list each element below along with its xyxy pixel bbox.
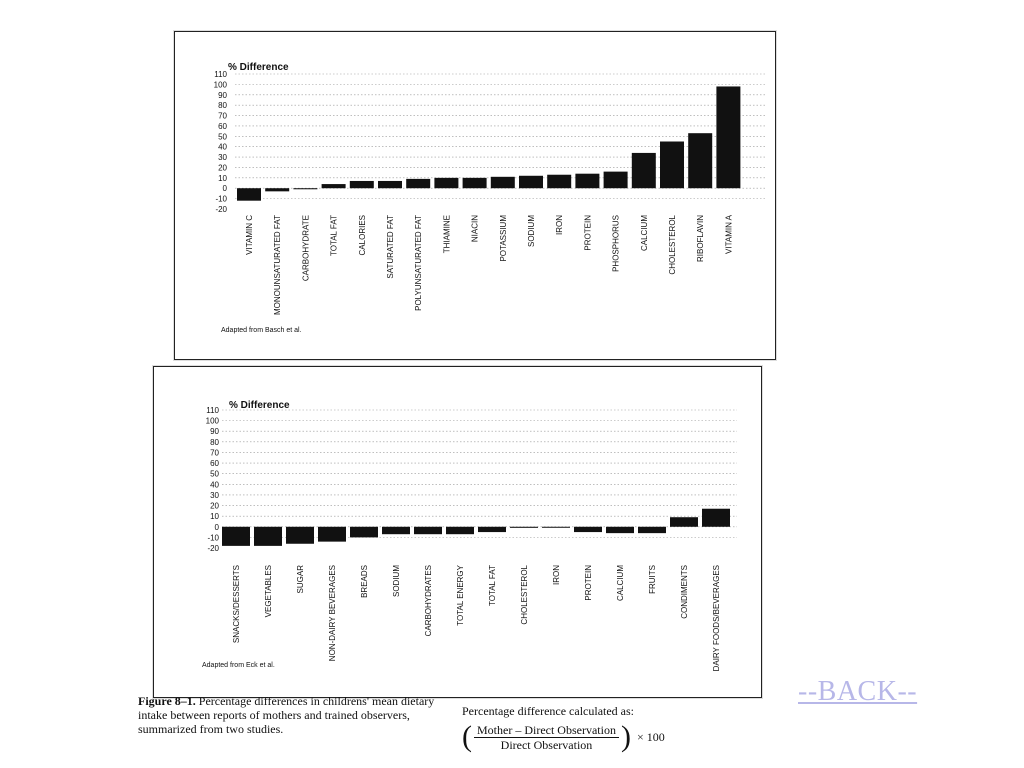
- bar: [660, 142, 684, 189]
- formula-right-paren: ): [620, 720, 631, 753]
- x-category-label: CHOLESTEROL: [668, 215, 677, 275]
- x-category-label: SUGAR: [296, 565, 305, 594]
- y-tick-label: 70: [210, 448, 219, 458]
- x-category-label: SODIUM: [392, 565, 401, 597]
- formula-denominator: Direct Observation: [500, 737, 593, 752]
- y-tick-label: 30: [218, 153, 227, 163]
- x-category-label: CALCIUM: [639, 215, 649, 252]
- x-category-label: VEGETABLES: [264, 565, 273, 618]
- bar: [382, 527, 410, 534]
- bar: [670, 517, 698, 527]
- y-tick-label: -10: [215, 194, 227, 204]
- bar: [265, 188, 289, 191]
- bar: [638, 527, 666, 533]
- chart-eck: [154, 367, 761, 697]
- x-category-label: IRON: [555, 215, 565, 235]
- bar: [542, 527, 570, 528]
- bar: [606, 527, 634, 533]
- x-category-label: TOTAL FAT: [329, 215, 339, 257]
- bar: [547, 175, 571, 189]
- bar: [491, 177, 515, 188]
- x-category-label: TOTAL ENERGY: [456, 565, 465, 626]
- y-tick-label: 80: [218, 101, 227, 111]
- y-tick-label: 0: [222, 184, 227, 194]
- bar: [604, 172, 628, 189]
- x-category-label: POLYUNSATURATED FAT: [414, 215, 424, 311]
- bar: [350, 527, 378, 538]
- y-tick-label: -20: [207, 544, 219, 553]
- y-tick-label: 110: [214, 70, 227, 79]
- chart-title: % Difference: [229, 400, 290, 411]
- x-category-label: PHOSPHORUS: [611, 215, 621, 272]
- formula-fraction: [474, 723, 619, 752]
- y-tick-label: 20: [218, 163, 227, 173]
- bar: [318, 527, 346, 542]
- x-category-label: CARBOHYDRATE: [301, 215, 311, 282]
- x-category-label: CALCIUM: [616, 565, 625, 602]
- x-category-label: PROTEIN: [583, 215, 593, 251]
- x-category-label: CONDIMENTS: [680, 565, 689, 619]
- y-tick-label: 70: [218, 111, 227, 121]
- y-tick-label: -10: [207, 533, 219, 543]
- bar: [446, 527, 474, 534]
- figure-caption: [138, 694, 438, 736]
- y-tick-label: 40: [218, 142, 227, 152]
- bar: [519, 176, 543, 188]
- y-tick-label: 90: [210, 427, 219, 437]
- x-category-label: PROTEIN: [584, 565, 593, 601]
- y-tick-label: 60: [210, 459, 219, 469]
- bar: [293, 188, 317, 189]
- x-category-label: FRUITS: [648, 565, 657, 594]
- x-category-label: SNACKS/DESSERTS: [232, 565, 241, 644]
- y-tick-label: 110: [206, 406, 219, 415]
- bar: [478, 527, 506, 532]
- y-tick-label: 20: [210, 501, 219, 511]
- x-category-label: RIBOFLAVIN: [696, 215, 706, 262]
- chart-basch: [175, 32, 775, 359]
- x-category-label: VITAMIN A: [724, 215, 734, 254]
- x-category-label: NON-DAIRY BEVERAGES: [328, 565, 337, 662]
- y-tick-label: 40: [210, 480, 219, 490]
- formula-left-paren: (: [462, 720, 472, 753]
- figure-label: Figure 8–1.: [138, 694, 196, 708]
- chart-source-note: Adapted from Basch et al.: [221, 327, 302, 334]
- x-category-label: DAIRY FOODS/BEVERAGES: [712, 565, 721, 672]
- bar: [463, 178, 487, 188]
- x-category-label: MONOUNSATURATED FAT: [273, 215, 283, 315]
- bar: [688, 133, 712, 188]
- bar: [716, 86, 740, 188]
- x-category-label: NIACIN: [470, 215, 480, 243]
- chart-title: % Difference: [228, 62, 289, 73]
- x-category-label: CALORIES: [357, 215, 367, 256]
- y-tick-label: 10: [210, 512, 219, 522]
- y-tick-label: 80: [210, 437, 219, 447]
- x-category-label: IRON: [552, 565, 561, 585]
- y-tick-label: 60: [218, 121, 227, 131]
- y-tick-label: 50: [210, 469, 219, 479]
- bar: [222, 527, 250, 546]
- x-category-label: CHOLESTEROL: [520, 565, 529, 625]
- bar: [350, 181, 374, 188]
- x-category-label: THIAMINE: [442, 215, 452, 254]
- bar: [322, 184, 346, 188]
- x-category-label: SATURATED FAT: [386, 215, 395, 279]
- y-tick-label: 100: [213, 80, 227, 90]
- bar: [406, 179, 430, 188]
- chart-panel-eck: [153, 366, 762, 698]
- bar: [254, 527, 282, 546]
- figure-caption-text: Percentage differences in childrens' mean dietary intake between reports of mothers and trained observers, summarized from two studies.: [138, 694, 435, 736]
- y-tick-label: 90: [218, 90, 227, 100]
- formula-numerator: Mother – Direct Observation: [474, 723, 619, 738]
- bar: [575, 174, 599, 189]
- bar: [378, 181, 402, 188]
- y-tick-label: 0: [214, 522, 219, 532]
- formula-intro: Percentage difference calculated as:: [462, 704, 635, 718]
- x-category-label: POTASSIUM: [498, 215, 508, 262]
- bar: [237, 188, 261, 200]
- chart-panel-basch: [174, 31, 776, 360]
- bar: [632, 153, 656, 188]
- y-tick-label: 10: [218, 173, 227, 183]
- x-category-label: TOTAL FAT: [488, 565, 497, 607]
- bar: [414, 527, 442, 534]
- bar: [574, 527, 602, 532]
- y-tick-label: 100: [205, 416, 219, 426]
- bar: [434, 178, 458, 188]
- y-tick-label: 50: [218, 132, 227, 142]
- x-category-label: BREADS: [360, 565, 369, 598]
- bar: [702, 509, 730, 527]
- bar: [510, 527, 538, 528]
- chart-source-note: Adapted from Eck et al.: [202, 662, 275, 669]
- bar: [286, 527, 314, 544]
- y-tick-label: 30: [210, 490, 219, 500]
- y-tick-label: -20: [215, 205, 227, 214]
- x-category-label: VITAMIN C: [245, 215, 254, 255]
- formula: [462, 722, 665, 752]
- back-link[interactable]: --BACK--: [798, 676, 918, 707]
- x-category-label: SODIUM: [527, 215, 536, 247]
- formula-multiplier: × 100: [636, 729, 665, 744]
- x-category-label: CARBOHYDRATES: [424, 565, 433, 637]
